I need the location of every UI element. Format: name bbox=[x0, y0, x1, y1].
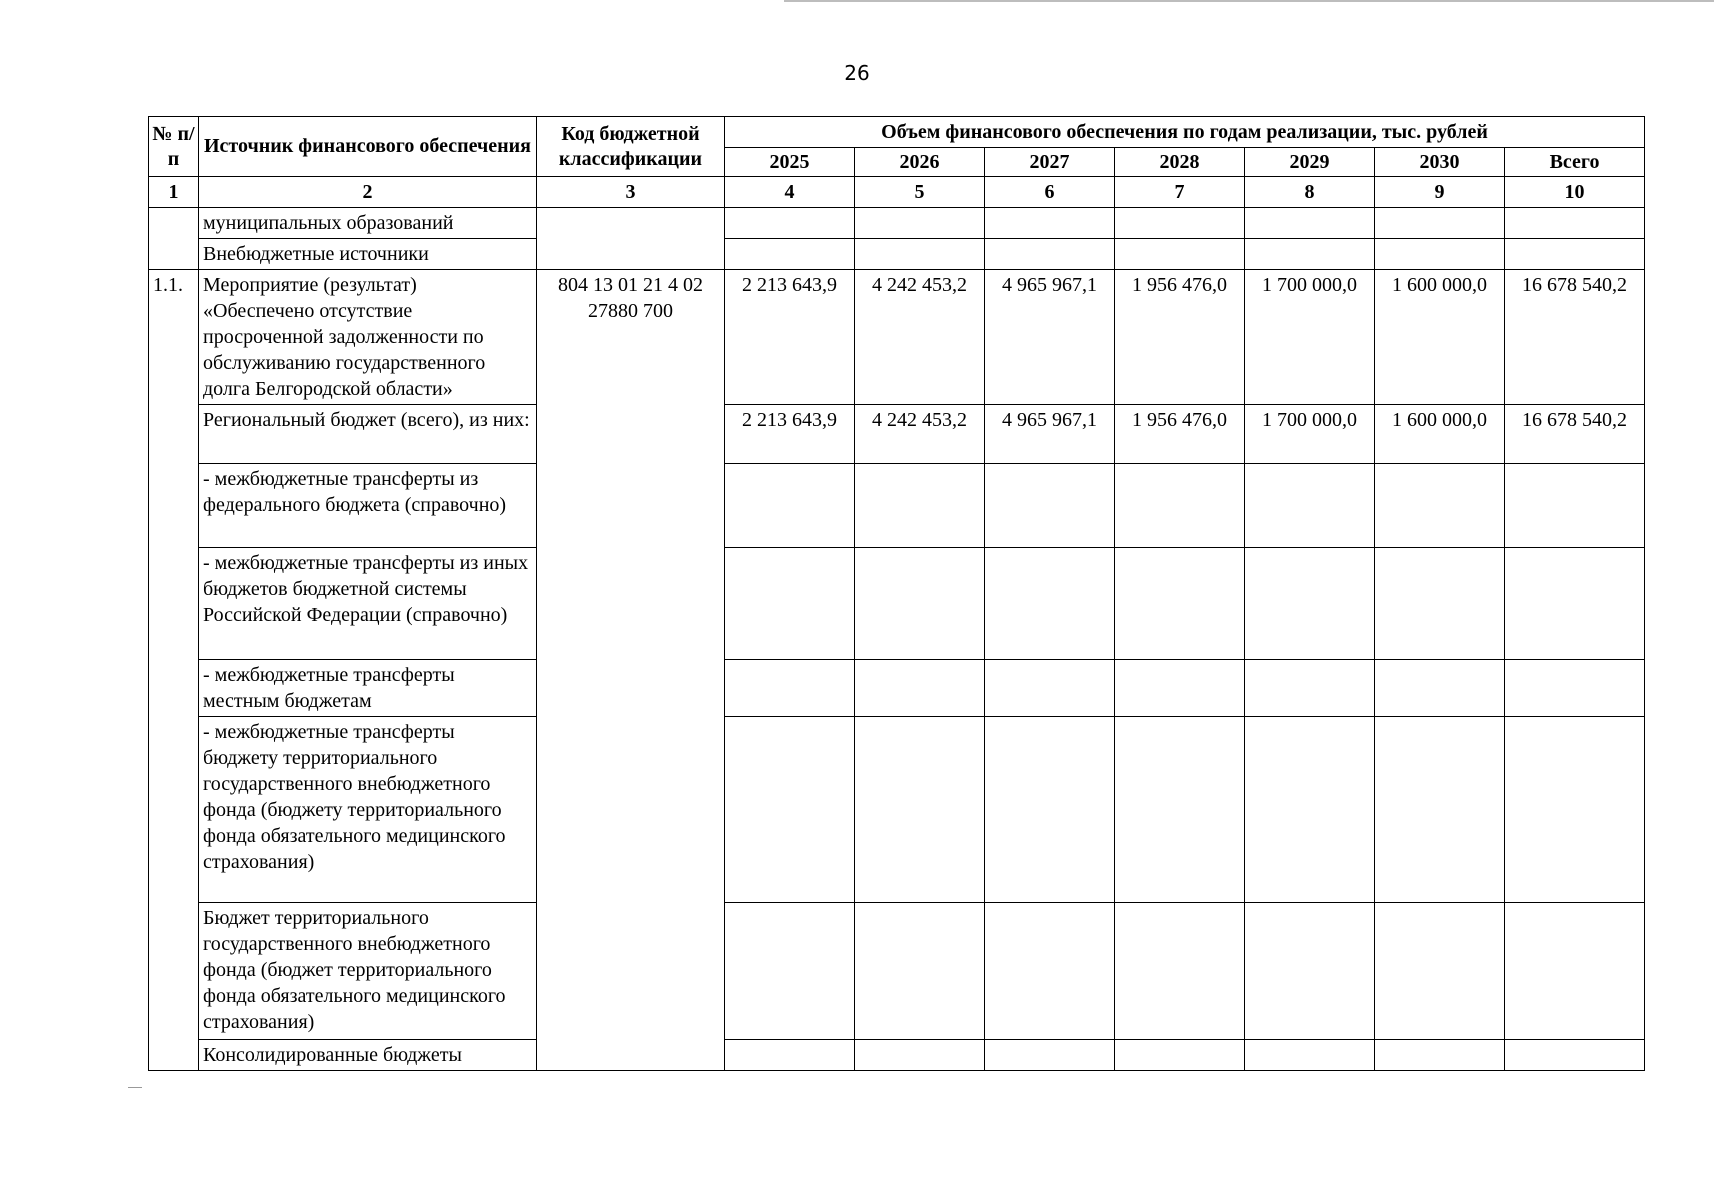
row-value bbox=[1505, 239, 1645, 270]
row-source: - межбюджетные трансферты местным бюджетам bbox=[199, 660, 537, 717]
column-number: 9 bbox=[1375, 177, 1505, 208]
row-value bbox=[985, 717, 1115, 903]
column-number: 2 bbox=[199, 177, 537, 208]
row-code-empty bbox=[537, 208, 725, 270]
row-value: 1 700 000,0 bbox=[1245, 270, 1375, 405]
row-value bbox=[1245, 1040, 1375, 1071]
row-value bbox=[1505, 1040, 1645, 1071]
row-value bbox=[725, 717, 855, 903]
row-value: 4 965 967,1 bbox=[985, 405, 1115, 464]
row-value bbox=[1505, 464, 1645, 548]
row-source: Региональный бюджет (всего), из них: bbox=[199, 405, 537, 464]
table-row bbox=[149, 1040, 1645, 1071]
row-value bbox=[1375, 660, 1505, 717]
row-value bbox=[855, 1040, 985, 1071]
row-source: - межбюджетные трансферты бюджету территориального государственного внебюджетного фонда (бюджету территориального фонда обязательного медицинского страхования) bbox=[199, 717, 537, 903]
row-source: Мероприятие (результат) «Обеспечено отсутствие просроченной задолженности по обслуживанию государственного долга Белгородской области» bbox=[199, 270, 537, 405]
column-number: 5 bbox=[855, 177, 985, 208]
table-row bbox=[149, 270, 1645, 405]
row-value bbox=[1505, 548, 1645, 660]
header-year: 2027 bbox=[985, 148, 1115, 177]
row-value bbox=[985, 239, 1115, 270]
row-value bbox=[1115, 903, 1245, 1040]
column-number: 7 bbox=[1115, 177, 1245, 208]
row-value bbox=[855, 660, 985, 717]
row-source: муниципальных образований bbox=[199, 208, 537, 239]
row-value: 16 678 540,2 bbox=[1505, 405, 1645, 464]
column-number: 6 bbox=[985, 177, 1115, 208]
table-header bbox=[149, 117, 1645, 208]
row-source: Внебюджетные источники bbox=[199, 239, 537, 270]
table-row bbox=[149, 464, 1645, 548]
row-value bbox=[855, 717, 985, 903]
table-row bbox=[149, 660, 1645, 717]
row-number: 1.1. bbox=[149, 270, 199, 1071]
column-number: 1 bbox=[149, 177, 199, 208]
row-value bbox=[1245, 464, 1375, 548]
row-code: 804 13 01 21 4 02 27880 700 bbox=[537, 270, 725, 1071]
row-value bbox=[1115, 208, 1245, 239]
row-value: 1 600 000,0 bbox=[1375, 270, 1505, 405]
row-value bbox=[985, 208, 1115, 239]
row-value: 16 678 540,2 bbox=[1505, 270, 1645, 405]
row-value bbox=[1115, 464, 1245, 548]
page-number: 26 bbox=[844, 61, 870, 85]
row-value bbox=[1115, 717, 1245, 903]
header-volume: Объем финансового обеспечения по годам реализации, тыс. рублей bbox=[725, 117, 1645, 148]
header-code: Код бюджетной классификации bbox=[537, 117, 725, 177]
row-value bbox=[1505, 903, 1645, 1040]
row-number bbox=[149, 208, 199, 270]
row-value bbox=[855, 464, 985, 548]
row-value: 1 700 000,0 bbox=[1245, 405, 1375, 464]
row-value bbox=[1505, 717, 1645, 903]
header-source: Источник финансового обеспечения bbox=[199, 117, 537, 177]
header-year: 2029 bbox=[1245, 148, 1375, 177]
row-value bbox=[855, 903, 985, 1040]
row-value bbox=[725, 239, 855, 270]
row-value bbox=[1505, 660, 1645, 717]
row-value bbox=[1245, 903, 1375, 1040]
row-value bbox=[1245, 239, 1375, 270]
row-value bbox=[1245, 208, 1375, 239]
column-number: 3 bbox=[537, 177, 725, 208]
row-value: 4 965 967,1 bbox=[985, 270, 1115, 405]
table-row bbox=[149, 239, 1645, 270]
column-number: 10 bbox=[1505, 177, 1645, 208]
row-value bbox=[1375, 464, 1505, 548]
row-value bbox=[1115, 239, 1245, 270]
row-value bbox=[725, 903, 855, 1040]
financing-table bbox=[148, 116, 1645, 1071]
row-value: 4 242 453,2 bbox=[855, 270, 985, 405]
row-value bbox=[985, 660, 1115, 717]
row-value bbox=[855, 239, 985, 270]
row-value bbox=[1375, 1040, 1505, 1071]
table-row bbox=[149, 405, 1645, 464]
row-value bbox=[725, 464, 855, 548]
table-row bbox=[149, 548, 1645, 660]
row-value: 2 213 643,9 bbox=[725, 270, 855, 405]
row-value bbox=[1375, 903, 1505, 1040]
header-num: № п/п bbox=[149, 117, 199, 177]
row-value bbox=[855, 548, 985, 660]
row-value bbox=[985, 548, 1115, 660]
row-value bbox=[1375, 239, 1505, 270]
table-row bbox=[149, 208, 1645, 239]
row-value bbox=[1245, 717, 1375, 903]
row-value bbox=[1245, 548, 1375, 660]
header-total: Всего bbox=[1505, 148, 1645, 177]
row-source: Консолидированные бюджеты bbox=[199, 1040, 537, 1071]
header-year: 2028 bbox=[1115, 148, 1245, 177]
row-source: - межбюджетные трансферты из иных бюджетов бюджетной системы Российской Федерации (справочно) bbox=[199, 548, 537, 660]
row-value bbox=[725, 660, 855, 717]
scan-mark bbox=[128, 1087, 142, 1088]
row-value bbox=[985, 464, 1115, 548]
row-value bbox=[1375, 717, 1505, 903]
row-source: - межбюджетные трансферты из федерального бюджета (справочно) bbox=[199, 464, 537, 548]
column-number: 4 bbox=[725, 177, 855, 208]
column-number: 8 bbox=[1245, 177, 1375, 208]
row-value bbox=[985, 1040, 1115, 1071]
row-value: 4 242 453,2 bbox=[855, 405, 985, 464]
row-value: 1 956 476,0 bbox=[1115, 270, 1245, 405]
row-value: 2 213 643,9 bbox=[725, 405, 855, 464]
row-value bbox=[1375, 208, 1505, 239]
row-value: 1 600 000,0 bbox=[1375, 405, 1505, 464]
row-value bbox=[725, 548, 855, 660]
row-value bbox=[1115, 548, 1245, 660]
table-row bbox=[149, 717, 1645, 903]
header-year: 2030 bbox=[1375, 148, 1505, 177]
row-value bbox=[1505, 208, 1645, 239]
top-rule bbox=[784, 0, 1714, 2]
row-value bbox=[1115, 1040, 1245, 1071]
row-value bbox=[1245, 660, 1375, 717]
row-value bbox=[1375, 548, 1505, 660]
row-value bbox=[985, 903, 1115, 1040]
row-value bbox=[855, 208, 985, 239]
header-year: 2026 bbox=[855, 148, 985, 177]
row-value bbox=[725, 1040, 855, 1071]
table-body bbox=[149, 208, 1645, 1071]
table-row bbox=[149, 903, 1645, 1040]
row-value bbox=[1115, 660, 1245, 717]
header-year: 2025 bbox=[725, 148, 855, 177]
row-value bbox=[725, 208, 855, 239]
row-value: 1 956 476,0 bbox=[1115, 405, 1245, 464]
row-source: Бюджет территориального государственного внебюджетного фонда (бюджет территориального фонда обязательного медицинского страхования) bbox=[199, 903, 537, 1040]
